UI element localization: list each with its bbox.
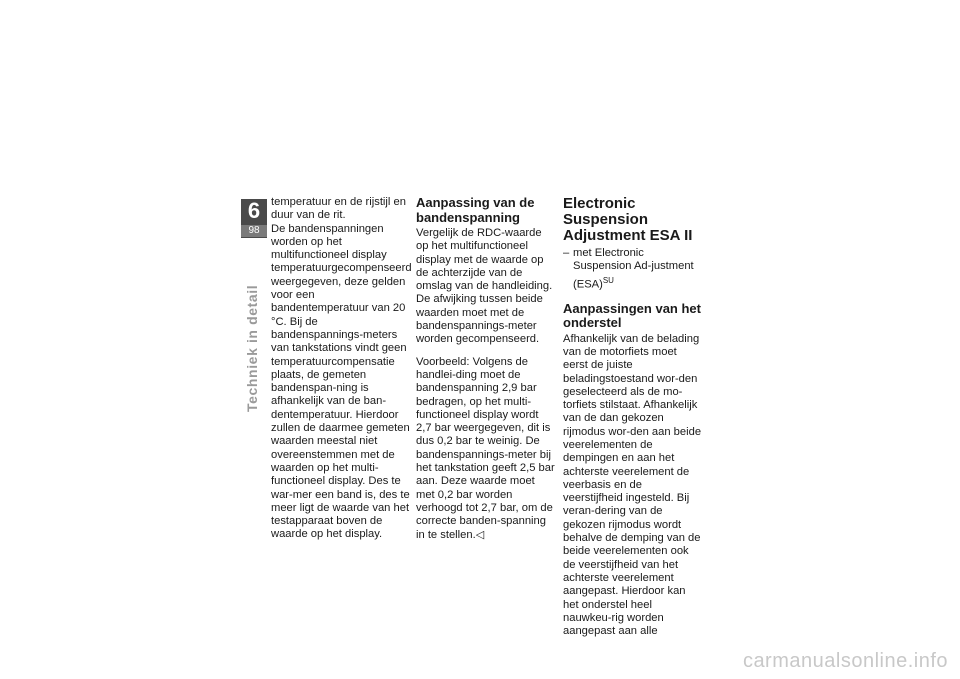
paragraph: Afhankelijk van de belading van de motorfiets moet eerst de juiste beladingstoestand wor-den geselecteerd als de mo-torfiets stilstaat. Afhankelijk van de dan gekozen rijmodus wor-den aan beide veerelementen de dempingen en aan het achterste veerelement de veerbasis en de veerstijfheid ingesteld. Bij veran-dering van de gekozen rijmodus wordt behalve de demping van de beide veerelementen ook de veerstijfheid van het achterste veerelement aangepast. Hierdoor kan het onderstel heel nauwkeu-rig worden aangepast aan alle <box>563 332 702 638</box>
bullet-text-wrap <box>573 247 703 292</box>
chapter-number: 6 <box>247 198 261 223</box>
paragraph <box>416 356 556 542</box>
column-2 <box>416 196 556 542</box>
bullet-dash: – <box>563 247 570 259</box>
page-number: 98 <box>241 225 267 237</box>
watermark: carmanualsonline.info <box>742 650 948 672</box>
paragraph: De bandenspanningen worden op het multifunctioneel display temperatuurgecompenseerd weergegeven, deze gelden voor een bandentemperatuur van 20 °C. Bij de bandenspannings-meters van tankstations vindt geen temperatuurcompensatie plaats, de gemeten bandenspan-ning is afhankelijk van de ban-dentemperatuur. Hierdoor zullen de daarmee gemeten waarden meestal niet overeenstemmen met de waarden op het multi-functioneel display. Des te war-mer een band is, des te meer ligt de waarde van het testapparaat boven de waarde op het display. <box>271 222 412 541</box>
list-item <box>563 247 703 292</box>
column-1 <box>271 196 411 542</box>
subsection-heading: Aanpassingen van het onderstel <box>563 300 701 331</box>
chapter-title: Techniek in detail <box>244 284 260 412</box>
paragraph-text: Voorbeeld: Volgens de handlei-ding moet de bandenspanning 2,9 bar bedragen, op het multi-functioneel display wordt 2,7 bar weergegeven, dit is dus 0,2 bar te weinig. De bandenspannings-meter bij het tankstation geeft 2,5 bar aan. Deze waarde moet met 0,2 bar worden verhoogd tot 2,7 bar, om de correcte banden-spanning in te stellen. <box>416 355 555 541</box>
bullet-text: met Electronic Suspension Ad-justment (ESA) <box>573 247 694 291</box>
section-heading: Electronic Suspension Adjustment ESA II <box>563 195 693 244</box>
end-mark-icon: ◁ <box>475 528 485 541</box>
paragraph: temperatuur en de rijstijl en duur van de rit. <box>271 196 406 222</box>
paragraph: Vergelijk de RDC-waarde op het multifunctioneel display met de waarde op de achterzijde van de omslag van de handleiding. De afwijking tussen beide waarden moet met de bandenspannings-meter worden gecompenseerd. <box>416 227 553 346</box>
chapter-tab <box>241 199 267 238</box>
section-heading: Aanpassing van de bandenspanning <box>416 195 535 225</box>
option-code: SU <box>602 275 614 285</box>
column-3 <box>563 196 703 638</box>
